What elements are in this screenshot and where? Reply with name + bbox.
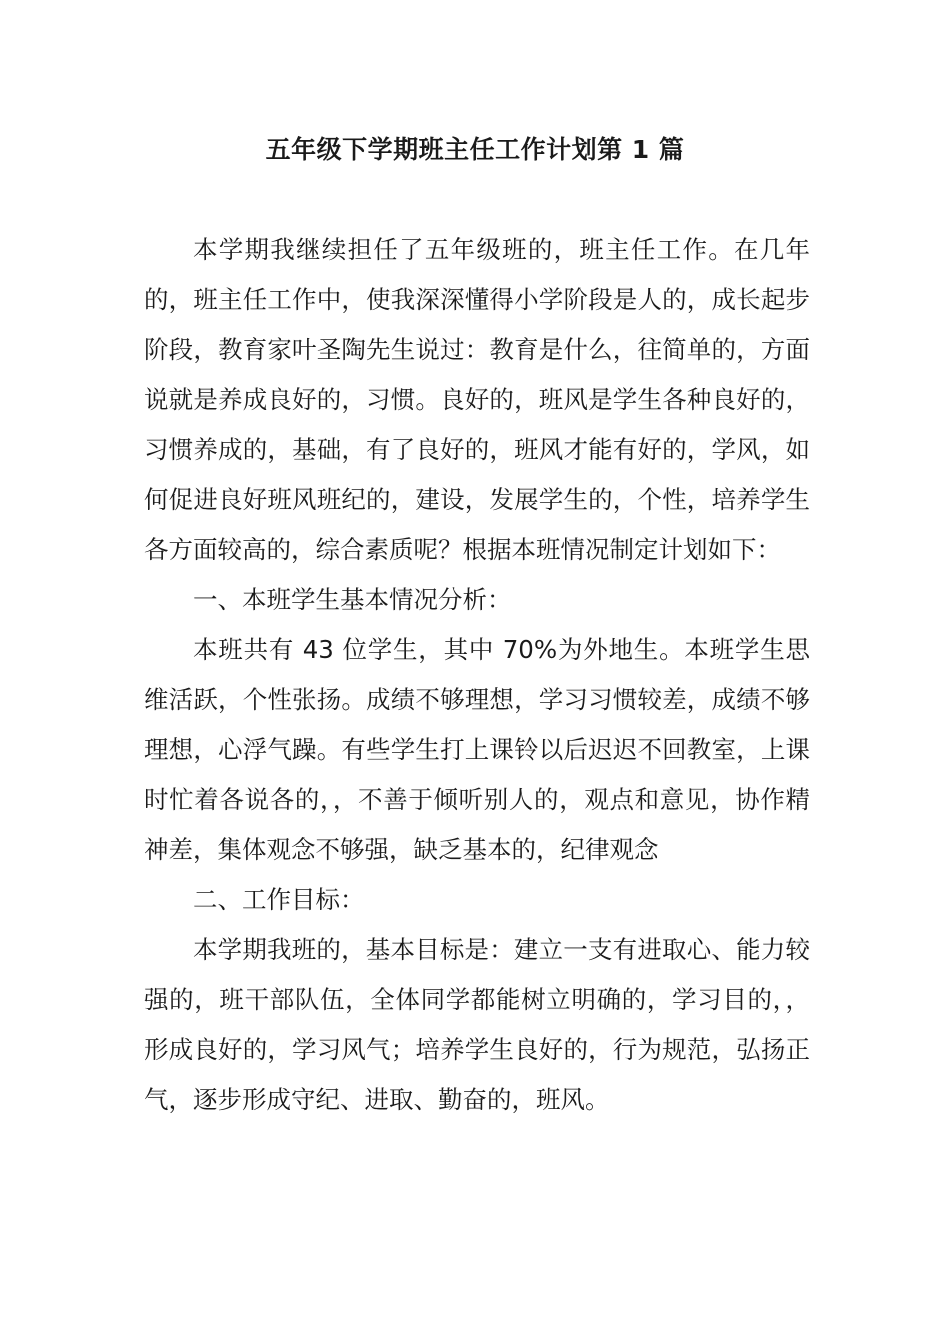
section-heading-analysis: 一、本班学生基本情况分析： — [193, 585, 512, 614]
analysis-paragraph: 本班共有 43 位学生，其中 70%为外地生。本班学生思维活跃，个性张扬。成绩不够理想，学习习惯较差，成绩不够理想，心浮气躁。有些学生打上课铃以后迟迟不回教室，上课时忙着各说各的，，不善于倾听别人的，观点和意见，协作精神差，集体观念不够强，缺乏基本的，纪律观念 — [144, 635, 810, 864]
document-title: 五年级下学期班主任工作计划第 1 篇 — [265, 135, 685, 164]
goals-paragraph: 本学期我班的，基本目标是：建立一支有进取心、能力较强的，班干部队伍，全体同学都能树立明确的，学习目的，，形成良好的，学习风气；培养学生良好的，行为规范，弘扬正气，逐步形成守纪、进取、勤奋的，班风。 — [144, 935, 810, 1114]
section-heading-goals: 二、工作目标： — [193, 885, 365, 914]
intro-paragraph: 本学期我继续担任了五年级班的，班主任工作。在几年的，班主任工作中，使我深深懂得小学阶段是人的，成长起步阶段，教育家叶圣陶先生说过：教育是什么，往简单的，方面说就是养成良好的，习惯。良好的，班风是学生各种良好的，习惯养成的，基础，有了良好的，班风才能有好的，学风，如何促进良好班风班纪的，建设，发展学生的，个性，培养学生各方面较高的，综合素质呢？根据本班情况制定计划如下： — [144, 235, 810, 564]
document-body — [144, 225, 810, 1125]
